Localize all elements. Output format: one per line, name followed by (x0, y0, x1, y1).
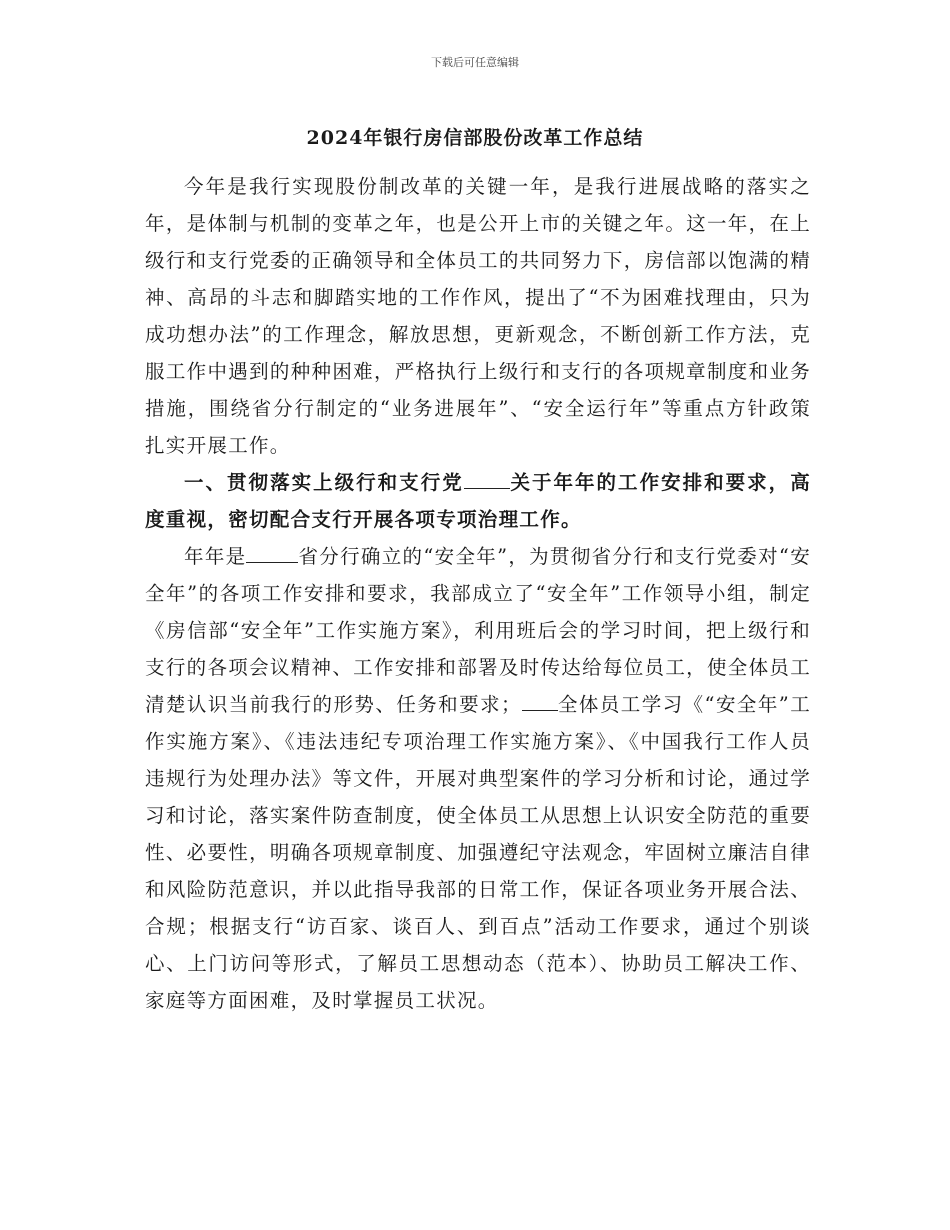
header-note: 下载后可任意编辑 (431, 56, 519, 69)
paragraph-text-b: 省分行确立的“安全年”，为贯彻省分行和支行党委对“安全年”的各项工作安排和要求，我部成立了“安全年”工作领导小组，制定《房信部“安全年”工作实施方案》，利用班后会的学习时间，把上级行和支行的各项会议精神、工作安排和部署及时传达给每位员工，使全体员工清楚认识当前我行的形势、任务和要求； (145, 545, 811, 716)
paragraph-text-c: 全体员工学习《“安全年”工作实施方案》、《违法违纪专项治理工作实施方案》、《中国我行工作人员违规行为处理办法》等文件，开展对典型案件的学习分析和讨论，通过学习和讨论，落实案件防查制度，使全体员工从思想上认识安全防范的重要性、必要性，明确各项规章制度、加强遵纪守法观念，牢固树立廉洁自律和风险防范意识，并以此指导我部的日常工作，保证各项业务开展合法、合规；根据支行“访百家、谈百人、到百点”活动工作要求，通过个别谈心、上门访问等形式，了解员工思想动态（范本）、协助员工解决工作、家庭等方面困难，及时掌握员工状况。 (145, 693, 811, 1012)
document-title: 2024年银行房信部股份改革工作总结 (306, 127, 644, 149)
paragraph-intro: 今年是我行实现股份制改革的关键一年，是我行进展战略的落实之年，是体制与机制的变革之年，也是公开上市的关键之年。这一年，在上级行和支行党委的正确领导和全体员工的共同努力下，房信部以饱满的精神、高昂的斗志和脚踏实地的工作作风，提出了“不为困难找理由，只为成功想办法”的工作理念，解放思想，更新观念，不断创新工作方法，克服工作中遇到的种种困难，严格执行上级行和支行的各项规章制度和业务措施，围绕省分行制定的“业务进展年”、“安全运行年”等重点方针政策扎实开展工作。 (145, 175, 811, 457)
blank-line (464, 469, 510, 490)
blank-line (246, 543, 298, 564)
heading-text-b: 关于年年的工作安排和要求，高度重视，密切配合支行开展各项专项治理工作。 (145, 471, 812, 531)
blank-line (522, 691, 558, 712)
paragraph-text-a: 年年是 (184, 545, 247, 568)
document-body (145, 168, 811, 1019)
section-heading-1 (145, 464, 811, 538)
heading-text-a: 一、贯彻落实上级行和支行党 (184, 471, 464, 494)
paragraph-section-1 (145, 538, 811, 1019)
